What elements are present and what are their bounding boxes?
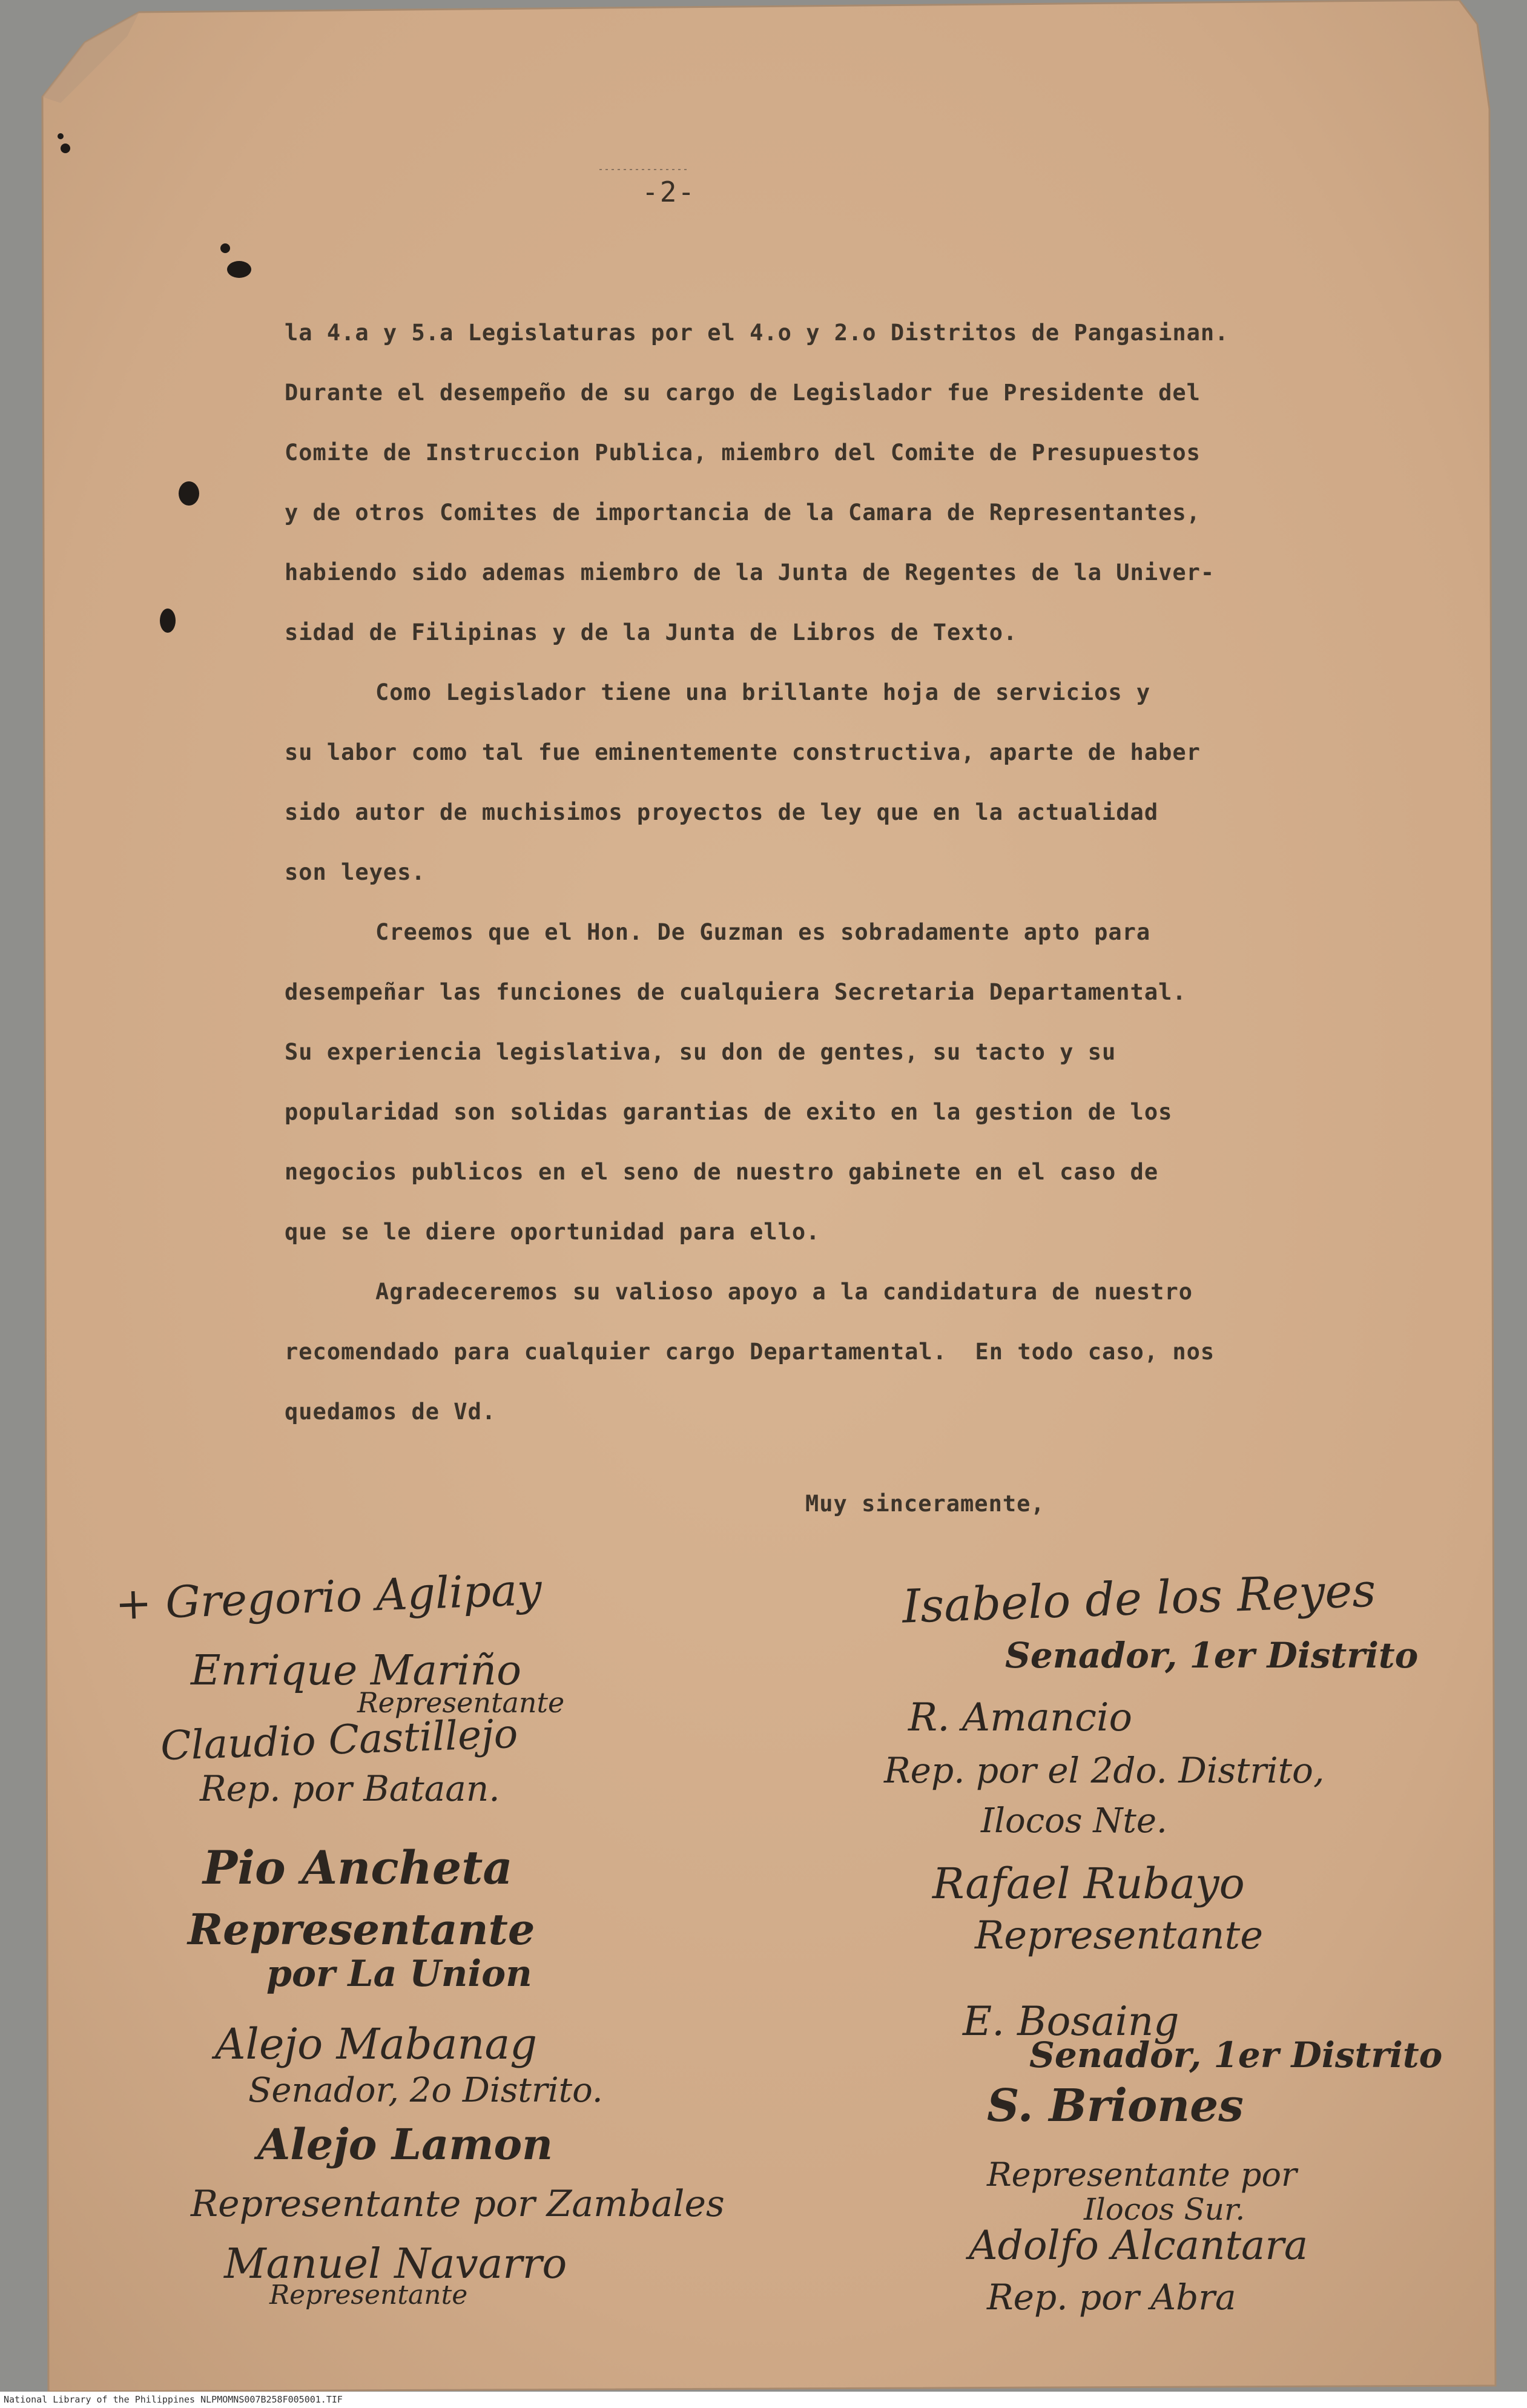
line: negocios publicos en el seno de nuestro gabinete en el caso de: [285, 1159, 1159, 1185]
page-number: -2-: [642, 176, 696, 208]
signature-ancheta-title: Representante: [188, 1904, 535, 1954]
signature-navarro: Manuel Navarro: [224, 2240, 567, 2288]
signature-amancio-title: Rep. por el 2do. Distrito,: [884, 1750, 1325, 1791]
scan-footer-caption: National Library of the Philippines NLPMOMNS007B258F005001.TIF: [0, 2392, 1527, 2408]
signature-lamon: Alejo Lamon: [257, 2119, 553, 2169]
line: sido autor de muchisimos proyectos de ley que en la actualidad: [285, 799, 1159, 825]
line: sidad de Filipinas y de la Junta de Libros de Texto.: [285, 619, 1018, 645]
line: la 4.a y 5.a Legislaturas por el 4.o y 2.o Distritos de Pangasinan.: [285, 320, 1229, 346]
letter-body: [285, 303, 1350, 1442]
signature-rubayo-title: Representante: [975, 1913, 1264, 1958]
line: y de otros Comites de importancia de la Camara de Representantes,: [285, 500, 1201, 526]
line: habiendo sido ademas miembro de la Junta de Regentes de la Univer-: [285, 559, 1215, 586]
line: Como Legislador tiene una brillante hoja de servicios y: [375, 679, 1151, 705]
line: desempeñar las funciones de cualquiera Secretaria Departamental.: [285, 979, 1187, 1005]
signature-bosaing: E. Bosaing: [963, 1998, 1179, 2045]
closing-salutation: Muy sinceramente,: [805, 1491, 1045, 1517]
signature-amancio: R. Amancio: [908, 1695, 1132, 1740]
signature-castillejo: Claudio Castillejo: [159, 1710, 519, 1770]
line: popularidad son solidas garantias de exito en la gestion de los: [285, 1099, 1173, 1125]
signature-aglipay: + Gregorio Aglipay: [114, 1563, 543, 1630]
signature-navarro-title: Representante: [269, 2280, 468, 2311]
signature-marino: Enrique Mariño: [191, 1647, 522, 1695]
line: Comite de Instruccion Publica, miembro del Comite de Presupuestos: [285, 440, 1201, 466]
signature-ancheta-district: por La Union: [266, 1953, 532, 1995]
signature-briones-district: Ilocos Sur.: [1084, 2192, 1245, 2227]
signature-bosaing-title: Senador, 1er Distrito: [1029, 2034, 1443, 2076]
signature-mabanag: Alejo Mabanag: [215, 2019, 538, 2069]
signature-reyes-title: Senador, 1er Distrito: [1005, 1635, 1419, 1676]
line: su labor como tal fue eminentemente constructiva, aparte de haber: [285, 739, 1201, 765]
signature-briones-title: Representante por: [987, 2156, 1297, 2194]
line: recomendado para cualquier cargo Departamental. En todo caso, nos: [285, 1339, 1215, 1365]
signature-alcantara-title: Rep. por Abra: [987, 2277, 1236, 2318]
signature-reyes: Isabelo de los Reyes: [901, 1563, 1377, 1634]
signature-castillejo-title: Rep. por Bataan.: [200, 1768, 500, 1809]
signature-mabanag-title: Senador, 2o Distrito.: [248, 2071, 603, 2110]
line: Su experiencia legislativa, su don de gentes, su tacto y su: [285, 1039, 1116, 1065]
line: Durante el desempeño de su cargo de Legislador fue Presidente del: [285, 380, 1201, 406]
signature-amancio-district: Ilocos Nte.: [981, 1801, 1167, 1841]
signature-ancheta: Pio Ancheta: [203, 1841, 513, 1895]
signature-briones: S. Briones: [987, 2080, 1244, 2132]
line: son leyes.: [285, 859, 426, 885]
signature-marino-title: Representante: [357, 1686, 565, 1719]
signature-rubayo: Rafael Rubayo: [932, 1859, 1245, 1908]
signature-lamon-title: Representante por Zambales: [191, 2183, 725, 2225]
signature-alcantara: Adolfo Alcantara: [969, 2222, 1308, 2269]
line: Creemos que el Hon. De Guzman es sobradamente apto para: [375, 919, 1151, 945]
line: Agradeceremos su valioso apoyo a la candidatura de nuestro: [375, 1279, 1193, 1305]
line: quedamos de Vd.: [285, 1399, 496, 1425]
line: que se le diere oportunidad para ello.: [285, 1219, 820, 1245]
